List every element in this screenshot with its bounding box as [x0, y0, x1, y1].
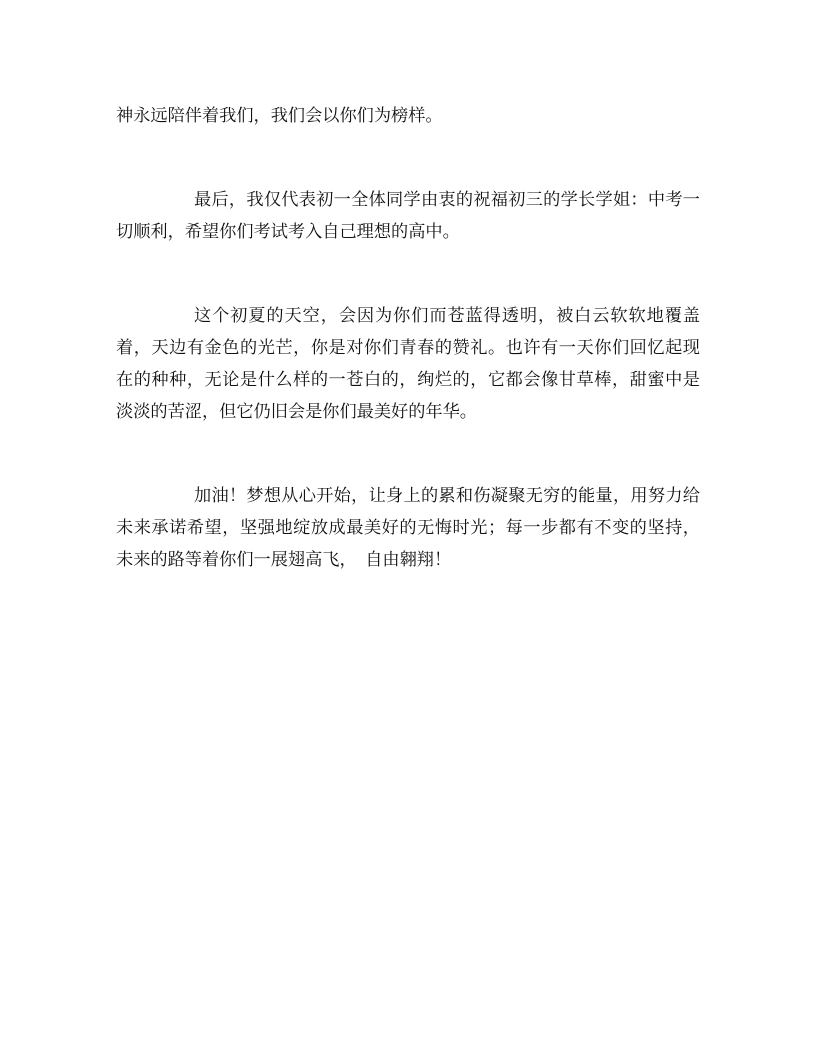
document-body	[116, 100, 700, 628]
paragraph-summer-sky: 这个初夏的天空，会因为你们而苍蓝得透明，被白云软软地覆盖着，天边有金色的光芒，你是对你们青春的赞礼。也许有一天你们回忆起现在的种种，无论是什么样的一苍白的，绚烂的，它都会像甘草棒，甜蜜中是淡淡的苦涩，但它仍旧会是你们最美好的年华。	[116, 306, 700, 422]
paragraph-blessing: 最后，我仅代表初一全体同学由衷的祝福初三的学长学姐：中考一切顺利，希望你们考试考入自己理想的高中。	[116, 190, 700, 242]
paragraph-continuation: 神永远陪伴着我们，我们会以你们为榜样。	[116, 106, 443, 126]
paragraph-encouragement: 加油！梦想从心开始，让身上的累和伤凝聚无穷的能量，用努力给未来承诺希望，坚强地绽放成最美好的无悔时光；每一步都有不变的坚持，未来的路等着你们一展翅高飞， 自由翱翔！	[116, 486, 700, 570]
